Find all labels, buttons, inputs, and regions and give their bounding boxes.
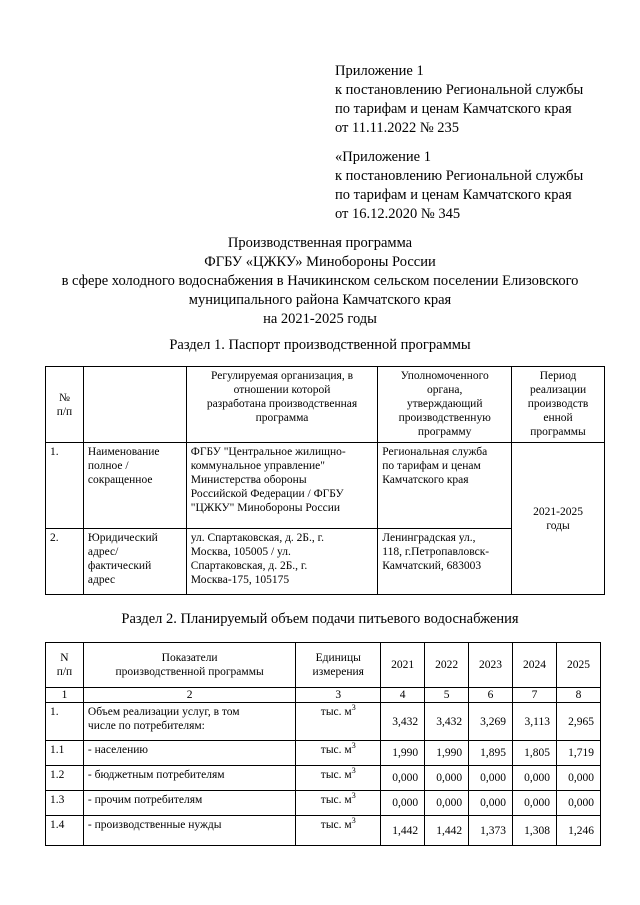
header-year: 2022	[425, 643, 469, 688]
unit-base: тыс. м	[320, 769, 352, 781]
row-label: - прочим потребителям	[83, 791, 295, 816]
row-regulated: ул. Спартаковская, д. 2Б., г. Москва, 105005 / ул. Спартаковская, д. 2Б., г. Москва-175, 105175	[186, 529, 378, 595]
header-year: 2024	[513, 643, 557, 688]
appendix-line: к постановлению Региональной службы	[335, 82, 584, 98]
row-num: 1.	[46, 443, 84, 529]
column-number: 2	[83, 688, 295, 703]
appendix-line: по тарифам и ценам Камчатского края	[335, 101, 572, 117]
row-authorized: Региональная служба по тарифам и ценам Камчатского края	[378, 443, 512, 529]
passport-table	[45, 366, 605, 595]
header-authorized: Уполномоченного органа, утверждающий производственную программу	[378, 367, 512, 443]
unit-base: тыс. м	[320, 819, 352, 831]
row-label: - населению	[83, 741, 295, 766]
appendix-line: от 16.12.2020 № 345	[335, 206, 461, 222]
row-value: 0,000	[513, 791, 557, 816]
row-unit	[296, 791, 381, 816]
header-period: Период реализации производств енной программы	[512, 367, 605, 443]
row-label: - производственные нужды	[83, 816, 295, 846]
appendix-previous	[335, 148, 583, 224]
row-value: 0,000	[469, 766, 513, 791]
section1-heading: Раздел 1. Паспорт производственной программы	[169, 337, 471, 353]
row-value: 3,269	[469, 703, 513, 741]
row-num: 1.4	[46, 816, 84, 846]
unit-base: тыс. м	[320, 794, 352, 806]
unit-sup: 3	[351, 766, 356, 776]
appendix-current	[335, 62, 583, 138]
row-num: 1.	[46, 703, 84, 741]
header-year: 2021	[381, 643, 425, 688]
volume-table	[45, 642, 601, 846]
column-number: 8	[556, 688, 600, 703]
appendix-line: Приложение 1	[335, 63, 424, 79]
title-line: в сфере холодного водоснабжения в Начикинском сельском поселении Елизовского	[61, 273, 579, 289]
header-indicator: Показатели производственной программы	[83, 643, 295, 688]
header-num: № п/п	[46, 367, 84, 443]
row-value: 0,000	[556, 766, 600, 791]
column-number: 3	[296, 688, 381, 703]
row-label: - бюджетным потребителям	[83, 766, 295, 791]
passport-header-row	[46, 367, 605, 443]
row-num: 1.2	[46, 766, 84, 791]
row-value: 1,990	[381, 741, 425, 766]
header-regulated: Регулируемая организация, в отношении которой разработана производственная программа	[186, 367, 378, 443]
row-label: Объем реализации услуг, в том числе по потребителям:	[83, 703, 295, 741]
column-number: 7	[513, 688, 557, 703]
table-row	[46, 766, 601, 791]
table-row	[46, 443, 605, 529]
column-number: 1	[46, 688, 84, 703]
row-unit	[296, 816, 381, 846]
column-number-row	[46, 688, 601, 703]
appendix-line: по тарифам и ценам Камчатского края	[335, 187, 572, 203]
appendix-line: «Приложение 1	[335, 149, 431, 165]
table-row	[46, 791, 601, 816]
row-authorized: Ленинградская ул., 118, г.Петропавловск- Камчатский, 683003	[378, 529, 512, 595]
row-value: 1,895	[469, 741, 513, 766]
table-row	[46, 741, 601, 766]
row-value: 1,308	[513, 816, 557, 846]
title-line: Производственная программа	[227, 235, 413, 251]
period-value: 2021-2025 годы	[512, 443, 605, 595]
column-number: 4	[381, 688, 425, 703]
volume-header-row	[46, 643, 601, 688]
title-line: ФГБУ «ЦЖКУ» Минобороны России	[204, 254, 436, 270]
row-label: Юридический адрес/ фактический адрес	[83, 529, 186, 595]
unit-sup: 3	[351, 703, 356, 713]
title-line: муниципального района Камчатского края	[188, 292, 452, 308]
row-value: 3,432	[425, 703, 469, 741]
unit-base: тыс. м	[320, 744, 352, 756]
row-value: 3,113	[513, 703, 557, 741]
unit-sup: 3	[351, 816, 356, 826]
column-number: 6	[469, 688, 513, 703]
row-num: 2.	[46, 529, 84, 595]
document-title	[0, 234, 640, 329]
table-row	[46, 703, 601, 741]
row-value: 1,246	[556, 816, 600, 846]
row-num: 1.1	[46, 741, 84, 766]
row-regulated: ФГБУ "Центральное жилищно- коммунальное управление" Министерства обороны Российской Федерации / ФГБУ "ЦЖКУ" Минобороны России	[186, 443, 378, 529]
row-value: 0,000	[513, 766, 557, 791]
row-unit	[296, 766, 381, 791]
header-unit: Единицы измерения	[296, 643, 381, 688]
header-blank	[83, 367, 186, 443]
row-unit	[296, 741, 381, 766]
header-year: 2023	[469, 643, 513, 688]
row-label: Наименование полное / сокращенное	[83, 443, 186, 529]
row-value: 1,805	[513, 741, 557, 766]
section2-heading: Раздел 2. Планируемый объем подачи питьевого водоснабжения	[121, 611, 519, 627]
row-unit	[296, 703, 381, 741]
row-value: 0,000	[425, 791, 469, 816]
row-value: 0,000	[381, 791, 425, 816]
row-value: 2,965	[556, 703, 600, 741]
row-value: 1,442	[381, 816, 425, 846]
column-number: 5	[425, 688, 469, 703]
unit-sup: 3	[351, 741, 356, 751]
unit-sup: 3	[351, 791, 356, 801]
row-value: 0,000	[425, 766, 469, 791]
row-value: 1,442	[425, 816, 469, 846]
row-value: 1,719	[556, 741, 600, 766]
appendix-line: от 11.11.2022 № 235	[335, 120, 460, 136]
header-year: 2025	[556, 643, 600, 688]
row-value: 0,000	[469, 791, 513, 816]
header-num: N п/п	[46, 643, 84, 688]
row-value: 1,990	[425, 741, 469, 766]
table-row	[46, 816, 601, 846]
row-num: 1.3	[46, 791, 84, 816]
row-value: 1,373	[469, 816, 513, 846]
row-value: 3,432	[381, 703, 425, 741]
unit-base: тыс. м	[320, 706, 352, 718]
title-line: на 2021-2025 годы	[263, 311, 377, 327]
row-value: 0,000	[556, 791, 600, 816]
row-value: 0,000	[381, 766, 425, 791]
appendix-line: к постановлению Региональной службы	[335, 168, 584, 184]
